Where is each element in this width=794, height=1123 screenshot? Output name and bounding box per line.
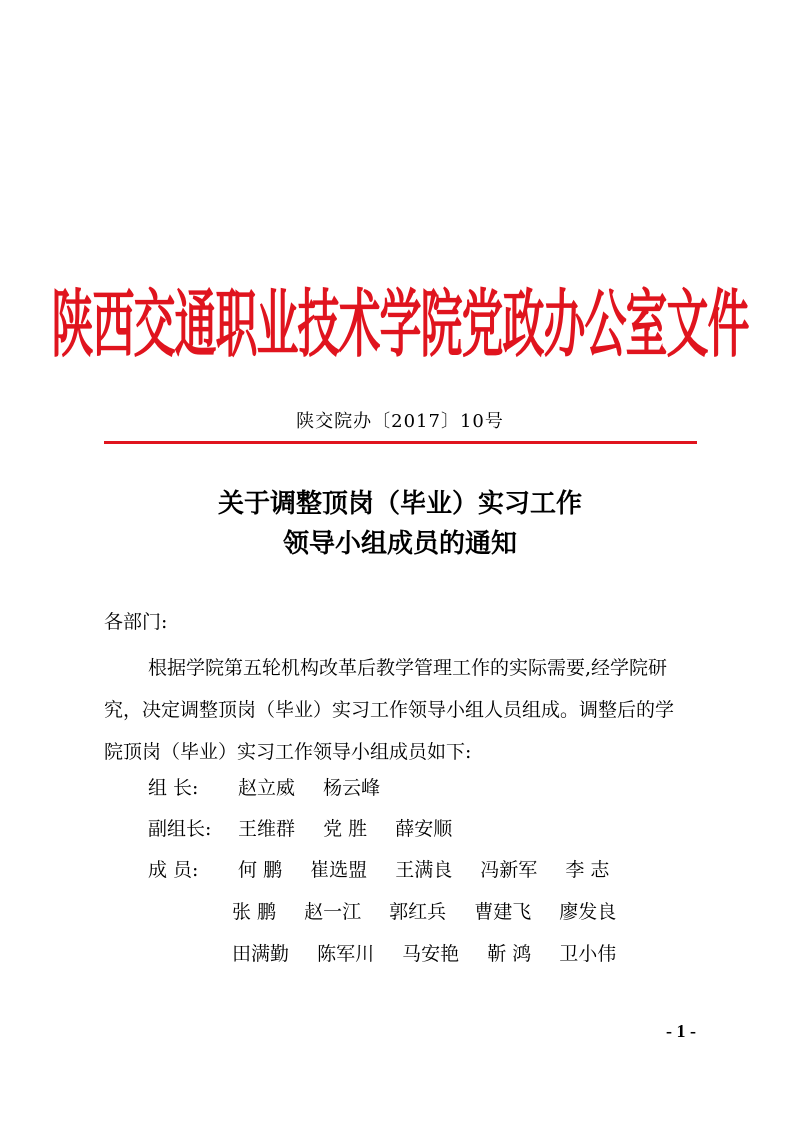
notice-title — [104, 484, 696, 564]
member-row — [232, 891, 638, 933]
member-name: 张 鹏 — [232, 901, 277, 923]
member-name: 王满良 — [395, 859, 453, 881]
member-name: 田满勤 — [232, 943, 290, 965]
member-name: 靳 鸿 — [487, 943, 532, 965]
document-number: 陕交院办〔2017〕10号 — [296, 411, 504, 432]
member-name: 卫小伟 — [559, 943, 617, 965]
paragraph-line: 根据学院第五轮机构改革后教学管理工作的实际需要,经学院研 — [148, 657, 668, 679]
member-name: 廖发良 — [559, 901, 617, 923]
page-number: - 1 - — [666, 1021, 696, 1041]
leader-row — [148, 767, 402, 809]
member-name: 党 胜 — [323, 818, 368, 840]
member-name: 薛安顺 — [395, 818, 453, 840]
member-label: 成 员: — [148, 859, 199, 881]
paragraph-line: 究，决定调整顶岗（毕业）实习工作领导小组人员组成。调整后的学 — [104, 699, 675, 721]
member-row — [148, 849, 631, 891]
member-name: 李 志 — [565, 859, 610, 881]
member-row — [232, 933, 638, 975]
member-name: 曹建飞 — [474, 901, 532, 923]
member-name: 马安艳 — [402, 943, 460, 965]
member-name: 冯新军 — [480, 859, 538, 881]
paragraph-line: 院顶岗（毕业）实习工作领导小组成员如下: — [104, 741, 472, 763]
deputy-label: 副组长: — [148, 818, 212, 840]
member-name: 王维群 — [238, 818, 296, 840]
salutation: 各部门: — [104, 611, 168, 633]
issuer-title: 陕西交通职业技术学院党政办公室文件 — [51, 281, 749, 367]
member-name: 陈军川 — [317, 943, 375, 965]
member-name: 赵立威 — [238, 777, 296, 799]
member-name: 郭红兵 — [389, 901, 447, 923]
member-name: 崔选盟 — [310, 859, 368, 881]
notice-title-line-1: 关于调整顶岗（毕业）实习工作 — [217, 489, 582, 519]
member-name: 赵一江 — [304, 901, 362, 923]
deputy-row — [148, 808, 474, 850]
notice-title-line-2: 领导小组成员的通知 — [282, 529, 517, 559]
leader-label: 组 长: — [148, 777, 199, 799]
member-name: 何 鹏 — [238, 859, 283, 881]
member-name: 杨云峰 — [323, 777, 381, 799]
red-divider-rule — [104, 441, 697, 444]
